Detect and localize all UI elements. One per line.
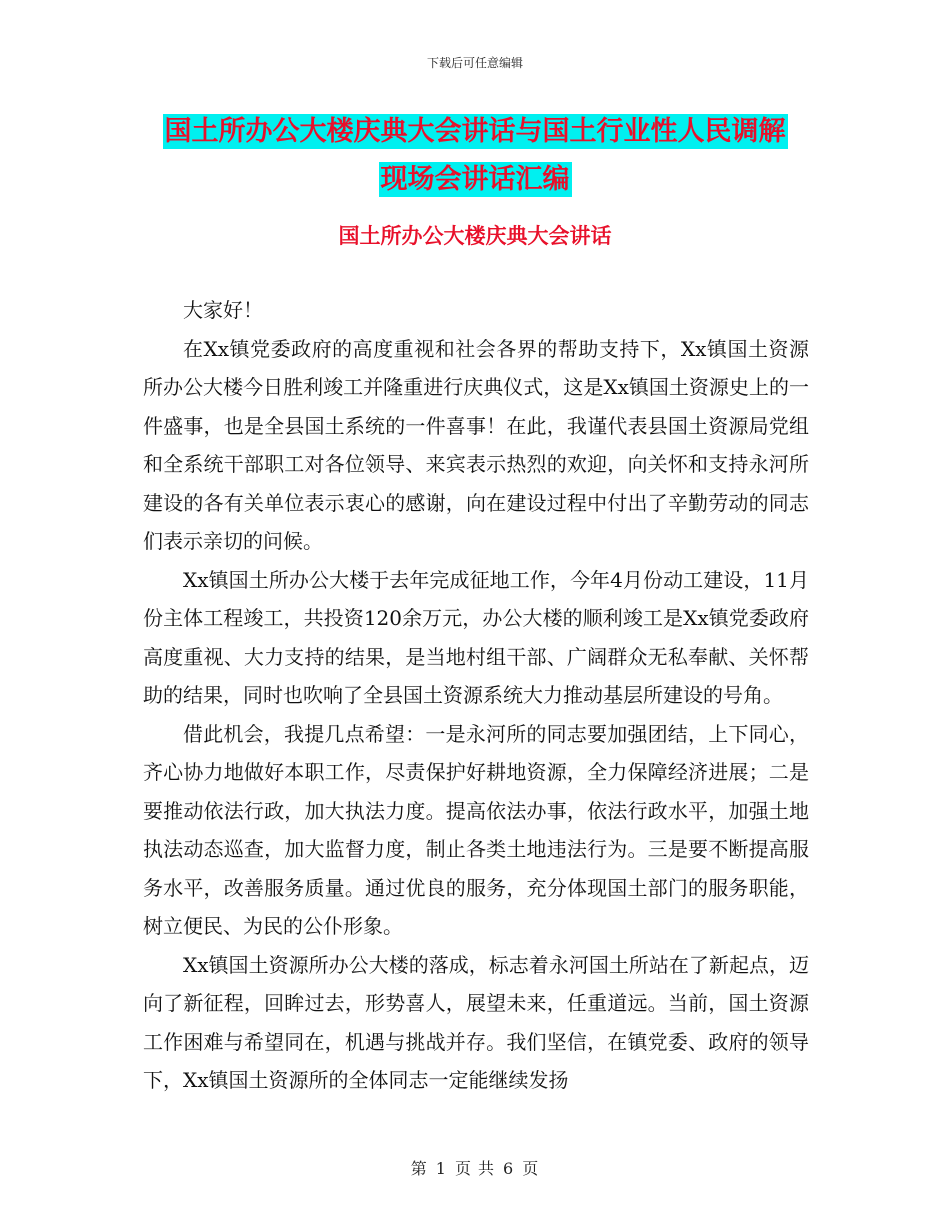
paragraph-3: 借此机会，我提几点希望：一是永河所的同志要加强团结，上下同心，齐心协力地做好本职工作，尽责保护好耕地资源，全力保障经济进展；二是要推动依法行政，加大执法力度。提高依法办事，依法行政水平，加强土地执法动态巡查，加大监督力度，制止各类土地违法行为。三是要不断提高服务水平，改善服务质量。通过优良的服务，充分体现国土部门的服务职能，树立便民、为民的公仆形象。: [143, 721, 809, 938]
title-line-2: 现场会讲话汇编: [380, 164, 570, 195]
footer-suffix: 页: [522, 1159, 540, 1178]
paragraph-greeting: 大家好！: [183, 298, 263, 322]
paragraph-2: Xx镇国土所办公大楼于去年完成征地工作，今年4月份动工建设，11月份主体工程竣工，共投资120余万元，办公大楼的顺利竣工是Xx镇党委政府高度重视、大力支持的结果，是当地村组干部、广阔群众无私奉献、关怀帮助的结果，同时也吹响了全县国土资源系统大力推动基层所建设的号角。: [143, 567, 809, 707]
body-text: [143, 291, 809, 1100]
title-line-1: 国土所办公大楼庆典大会讲话与国土行业性人民调解: [164, 116, 786, 147]
document-title: [0, 108, 950, 204]
paragraph-4: Xx镇国土资源所办公大楼的落成，标志着永河国土所站在了新起点，迈向了新征程，回眸过去，形势喜人，展望未来，任重道远。当前，国土资源工作困难与希望同在，机遇与挑战并存。我们坚信，在镇党委、政府的领导下，Xx镇国土资源所的全体同志一定能继续发扬: [143, 952, 809, 1092]
page-footer: [0, 1156, 950, 1179]
footer-mid: 页 共: [454, 1159, 496, 1178]
footer-page-number: 1: [435, 1159, 447, 1178]
header-note: 下载后可任意编辑: [426, 56, 523, 70]
paragraph-1: 在Xx镇党委政府的高度重视和社会各界的帮助支持下，Xx镇国土资源所办公大楼今日胜利竣工并隆重进行庆典仪式，这是Xx镇国土资源史上的一件盛事，也是全县国土系统的一件喜事！在此，我谨代表县国土资源局党组和全系统干部职工对各位领导、来宾表示热烈的欢迎，向关怀和支持永河所建设的各有关单位表示衷心的感谢，向在建设过程中付出了辛勤劳动的同志们表示亲切的问候。: [143, 336, 809, 553]
section-title: 国土所办公大楼庆典大会讲话: [338, 223, 612, 248]
footer-total-pages: 6: [503, 1159, 515, 1178]
footer-prefix: 第: [410, 1159, 428, 1178]
